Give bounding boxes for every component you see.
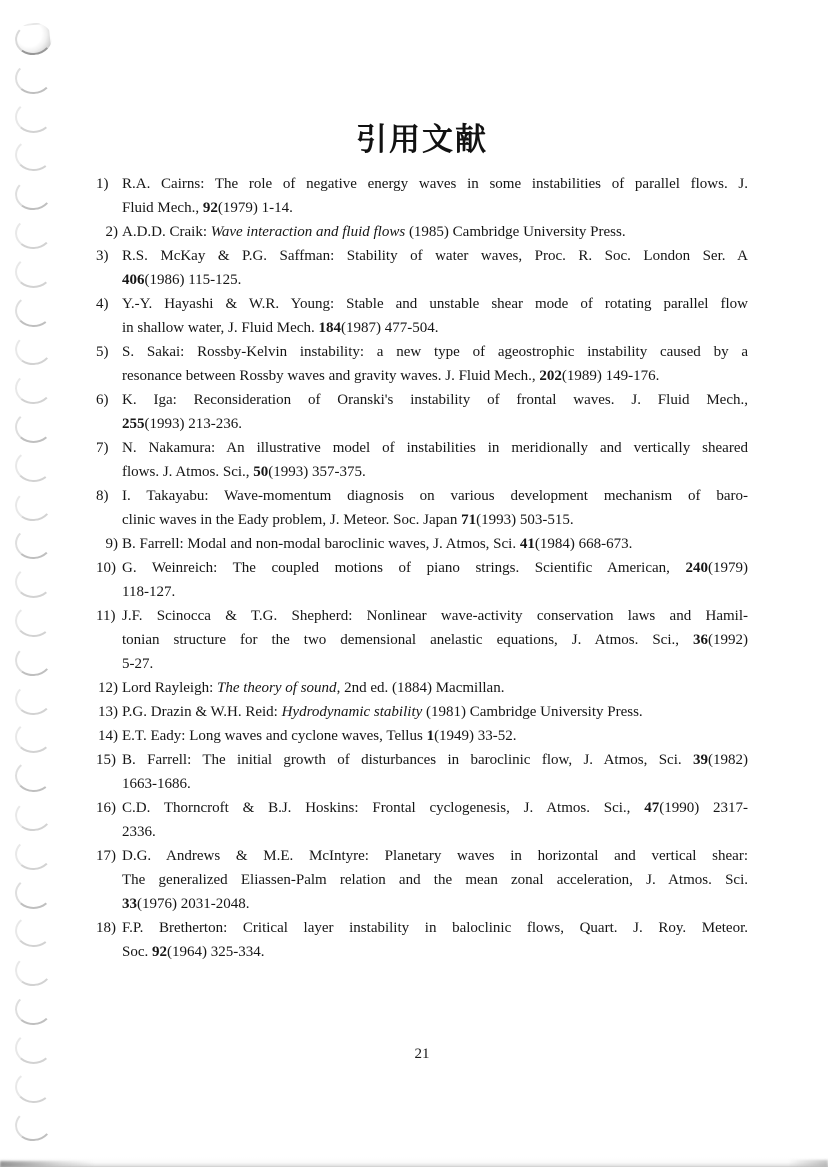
volume-number: 71 — [461, 512, 477, 528]
reference-text: (1993) 503-515. — [476, 512, 574, 528]
binding-hole — [15, 566, 52, 598]
reference-number: 12) — [98, 680, 118, 696]
reference-text: resonance between Rossby waves and gravity waves. J. Fluid Mech., — [122, 368, 540, 384]
volume-number: 36 — [693, 632, 708, 648]
reference-text: 118-127. — [122, 584, 176, 600]
reference-text: in shallow water, J. Fluid Mech. — [122, 320, 319, 336]
reference-number: 8) — [96, 488, 109, 504]
reference-text: J.F. Scinocca & T.G. Shepherd: Nonlinear wave-activity conservation laws and Hamil- — [122, 608, 748, 624]
reference-number: 10) — [96, 560, 116, 576]
reference-line — [96, 340, 748, 364]
reference-line — [122, 628, 748, 652]
reference-item — [96, 844, 748, 916]
reference-item — [96, 172, 748, 220]
reference-line — [98, 676, 748, 700]
reference-number: 18) — [96, 920, 116, 936]
reference-number: 5) — [96, 344, 109, 360]
binding-hole — [14, 682, 53, 716]
reference-number: 14) — [98, 728, 118, 744]
scan-bottom-right-shadow — [788, 1160, 828, 1167]
volume-number: 33 — [122, 896, 137, 912]
volume-number: 41 — [519, 536, 535, 552]
reference-line — [122, 412, 748, 436]
work-title: The theory of sound — [216, 680, 337, 696]
reference-text: A.D.D. Craik: — [122, 224, 211, 240]
reference-line — [122, 772, 748, 796]
reference-text: flows. J. Atmos. Sci., — [122, 464, 254, 480]
reference-line — [122, 196, 748, 220]
reference-line — [98, 724, 748, 748]
reference-line — [122, 268, 748, 292]
reference-number: 11) — [96, 608, 116, 624]
reference-item — [96, 556, 748, 604]
reference-item — [96, 532, 748, 556]
binding-hole — [13, 642, 53, 678]
reference-text: (1981) Cambridge University Press. — [422, 704, 643, 720]
binding-hole — [14, 216, 53, 250]
volume-number: 50 — [253, 464, 269, 480]
reference-line — [122, 820, 748, 844]
scan-bottom-left-shadow — [0, 1161, 95, 1167]
volume-number: 184 — [318, 320, 341, 336]
volume-number: 39 — [693, 752, 708, 768]
binding-hole — [14, 294, 53, 328]
binding-hole — [13, 487, 53, 523]
binding-hole — [14, 138, 53, 172]
binding-hole — [13, 1108, 53, 1144]
reference-number: 4) — [96, 296, 109, 312]
reference-line — [96, 436, 748, 460]
reference-text: Soc. — [122, 944, 152, 960]
reference-number: 1) — [96, 176, 109, 192]
volume-number: 92 — [152, 944, 167, 960]
reference-line — [122, 580, 748, 604]
reference-list — [96, 172, 748, 964]
reference-item — [96, 916, 748, 964]
reference-text: (1987) 477-504. — [340, 320, 439, 336]
reference-text: K. Iga: Reconsideration of Oranski's instability of frontal waves. J. Fluid Mech., — [122, 392, 748, 408]
reference-text: (1989) 149-176. — [561, 368, 660, 384]
volume-number: 1 — [426, 728, 435, 744]
reference-text: , 2nd ed. (1884) Macmillan. — [336, 680, 505, 696]
reference-text: 5-27. — [122, 656, 154, 672]
reference-line — [122, 892, 748, 916]
binding-hole — [14, 837, 53, 871]
reference-number: 16) — [96, 800, 116, 816]
volume-number: 240 — [685, 560, 708, 576]
binding-hole — [15, 877, 52, 909]
binding-hole — [13, 797, 53, 833]
reference-text: (1964) 325-334. — [167, 944, 265, 960]
reference-line — [96, 748, 748, 772]
reference-text: N. Nakamura: An illustrative model of instabilities in meridionally and vertically sheared — [122, 440, 748, 456]
reference-item — [96, 484, 748, 532]
reference-text: (1993) 213-236. — [144, 416, 242, 432]
reference-text: (1986) 115-125. — [144, 272, 242, 288]
binding-hole — [14, 371, 53, 405]
reference-text: B. Farrell: The initial growth of disturbances in baroclinic flow, J. Atmos, Sci. — [122, 752, 693, 768]
binding-hole — [14, 914, 53, 948]
reference-line — [96, 844, 748, 868]
binding-hole — [13, 332, 53, 368]
binding-hole — [15, 256, 52, 288]
reference-line — [105, 220, 748, 244]
reference-number: 3) — [96, 248, 109, 264]
reference-text: 2336. — [122, 824, 156, 840]
volume-number: 47 — [644, 800, 660, 816]
page-title: 引用文献 — [356, 122, 488, 158]
reference-item — [96, 724, 748, 748]
reference-text: (1990) 2317- — [659, 800, 748, 816]
binding-hole — [13, 952, 53, 988]
reference-text: P.G. Drazin & W.H. Reid: — [122, 704, 282, 720]
reference-text: (1979) — [708, 560, 748, 576]
reference-line — [96, 796, 748, 820]
binding-hole — [15, 101, 52, 133]
reference-text: C.D. Thorncroft & B.J. Hoskins: Frontal cyclogenesis, J. Atmos. Sci., — [122, 800, 645, 816]
binding-hole — [14, 61, 53, 95]
reference-text: Fluid Mech., — [122, 200, 203, 216]
reference-line — [122, 508, 748, 532]
reference-text: R.A. Cairns: The role of negative energy waves in some instabilities of parallel flows. J. — [122, 176, 748, 192]
binding-hole — [14, 449, 53, 483]
reference-line — [96, 244, 748, 268]
page-number: 21 — [414, 1046, 430, 1062]
reference-line — [122, 868, 748, 892]
reference-line — [96, 484, 748, 508]
binding-hole — [14, 604, 53, 638]
reference-number: 17) — [96, 848, 116, 864]
reference-line — [122, 364, 748, 388]
reference-text: clinic waves in the Eady problem, J. Meteor. Soc. Japan — [122, 512, 462, 528]
work-title: Wave interaction and fluid flows — [210, 224, 406, 240]
reference-line — [122, 652, 748, 676]
reference-text: (1982) — [708, 752, 748, 768]
reference-text: Lord Rayleigh: — [122, 680, 217, 696]
reference-text: (1985) Cambridge University Press. — [405, 224, 626, 240]
reference-item — [96, 340, 748, 388]
reference-text: S. Sakai: Rossby-Kelvin instability: a new type of ageostrophic instability caused by a — [122, 344, 748, 360]
volume-number: 406 — [122, 272, 145, 288]
reference-number: 2) — [105, 224, 118, 240]
reference-text: G. Weinreich: The coupled motions of piano strings. Scientific American, — [122, 560, 686, 576]
spiral-binding — [0, 0, 70, 1167]
reference-number: 13) — [98, 704, 118, 720]
reference-item — [96, 604, 748, 676]
reference-number: 9) — [105, 536, 118, 552]
reference-item — [96, 700, 748, 724]
binding-hole — [15, 721, 52, 753]
binding-hole — [13, 21, 53, 57]
reference-item — [96, 244, 748, 292]
reference-item — [96, 748, 748, 796]
binding-hole — [14, 1070, 53, 1104]
reference-line — [96, 604, 748, 628]
reference-line — [105, 532, 748, 556]
reference-number: 15) — [96, 752, 116, 768]
reference-item — [96, 220, 748, 244]
reference-item — [96, 796, 748, 844]
reference-text: (1949) 33-52. — [434, 728, 517, 744]
reference-item — [96, 436, 748, 484]
reference-text: F.P. Bretherton: Critical layer instability in baloclinic flows, Quart. J. Roy. Meteor. — [122, 920, 748, 936]
binding-hole — [13, 176, 53, 212]
reference-text: (1993) 357-375. — [268, 464, 366, 480]
binding-hole — [15, 411, 52, 443]
reference-line — [96, 172, 748, 196]
reference-item — [96, 388, 748, 436]
reference-text: tonian structure for the two demensional anelastic equations, J. Atmos. Sci., — [122, 632, 693, 648]
reference-item — [96, 676, 748, 700]
reference-line — [122, 940, 748, 964]
reference-line — [98, 700, 748, 724]
reference-text: (1976) 2031-2048. — [137, 896, 250, 912]
reference-text: Y.-Y. Hayashi & W.R. Young: Stable and unstable shear mode of rotating parallel flow — [122, 296, 748, 312]
binding-hole — [14, 759, 53, 793]
volume-number: 92 — [202, 200, 218, 216]
reference-number: 7) — [96, 440, 109, 456]
reference-text: I. Takayabu: Wave-momentum diagnosis on various development mechanism of baro- — [122, 488, 748, 504]
binding-hole — [15, 1032, 52, 1064]
reference-line — [96, 556, 748, 580]
reference-text: (1979) 1-14. — [217, 200, 293, 216]
binding-hole — [14, 992, 53, 1026]
reference-text: R.S. McKay & P.G. Saffman: Stability of water waves, Proc. R. Soc. London Ser. A — [122, 248, 748, 264]
volume-number: 202 — [539, 368, 562, 384]
binding-hole — [14, 526, 53, 560]
volume-number: 255 — [122, 416, 145, 432]
reference-text: D.G. Andrews & M.E. McIntyre: Planetary waves in horizontal and vertical shear: — [122, 848, 748, 864]
reference-number: 6) — [96, 392, 109, 408]
reference-line — [96, 916, 748, 940]
reference-text: (1992) — [708, 632, 748, 648]
reference-line — [122, 316, 748, 340]
scan-bottom-edge-shadow — [0, 1157, 828, 1167]
reference-item — [96, 292, 748, 340]
reference-text: E.T. Eady: Long waves and cyclone waves, Tellus — [122, 728, 427, 744]
reference-text: The generalized Eliassen-Palm relation and the mean zonal acceleration, J. Atmos. Sci. — [122, 872, 748, 888]
reference-text: 1663-1686. — [122, 776, 191, 792]
reference-line — [96, 292, 748, 316]
reference-line — [122, 460, 748, 484]
reference-line — [96, 388, 748, 412]
reference-text: (1984) 668-673. — [534, 536, 633, 552]
work-title: Hydrodynamic stability — [281, 704, 423, 720]
reference-text: B. Farrell: Modal and non-modal baroclinic waves, J. Atmos, Sci. — [122, 536, 520, 552]
